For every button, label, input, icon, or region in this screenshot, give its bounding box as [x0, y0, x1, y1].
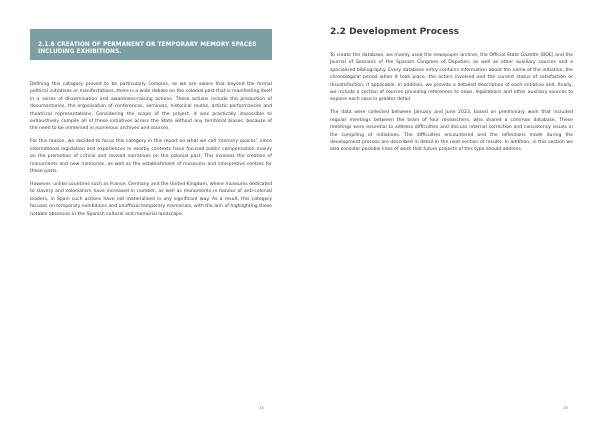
right-page: [300, 0, 600, 424]
paragraph: The data were collected between January and June 2023, based on preliminary work that included regular meetings between the team of four researchers, who shared a common database. These meetings were essential to address difficulties and discuss internal correction and consistency issues in the compiling of initiatives. The difficulties encountered and the reflections made during the development process are described in detail in the next section of results. In addition, in this section we also consider possible lines of work that future projects of this type should address.: [330, 110, 573, 153]
paragraph: Defining this category proved to be particularly complex, as we are aware that beyond the formal political initiatives or manifestations, there is a wide debate on the colonial past that is manifesting itself in a series of dissemination and awareness-raising actions. These actions include the production of documentaries, the organisation of conferences, seminars, historical routes, artistic performances and theatrical representations. Considering the scope of the project, it was practically impossible to exhaustively compile all of these initiatives across the State without any territorial biases, because of the need to be immersed in numerous archives and sources.: [30, 82, 272, 132]
section-header-title: 2.1.6 CREATION OF PERMANENT OR TEMPORARY MEMORY SPACES INCLUDING EXHIBITIONS.: [38, 42, 257, 56]
paragraph: However, unlike countries such as France, Germany and the United Kingdom, where museums dedicated to slavery and colonialism have increased in number, as well as monuments in honour of anti-colonial leaders, in Spain such actions have not materialised in any significant way. As a result, this category focuses on temporary exhibitions and unofficial temporary memorials, with the aim of highlighting these notable absences in the Spanish cultural and memorial landscape.: [30, 182, 272, 217]
left-body-text: [30, 81, 272, 224]
paragraph: For this reason, we decided to focus this category in this report on what we call 'memory spaces', since international legislation and experiences in nearby contexts have focused public compensation mainly on the promotion of critical and revised narratives on the colonial past. This involves the creation of monuments and new memories, as well as the establishment of museums and interpretive centres for these pasts.: [30, 139, 272, 175]
paragraph: To create the database, we mainly used the newspaper archive, the Official State Gazette (BOE) and the Journal of Sessions of the Spanish Congress of Deputies, as well as other auxiliary sources and a specialised bibliography. Every database entry contains information about the name of the initiative, the chronological period when it took place, the actors involved and the current status of satisfaction or dissatisfaction, if applicable. In addition, we provide a detailed description of each initiative and, finally, we include a section of sources providing references to news, legislations and other auxiliary sources to explore each case in greater detail.: [330, 53, 573, 103]
right-body-text: [330, 52, 573, 159]
section-header-box: [30, 29, 272, 60]
section-title: 2.2 Development Process: [330, 27, 460, 37]
page-number: 14: [259, 405, 264, 410]
page-number: 15: [563, 405, 568, 410]
